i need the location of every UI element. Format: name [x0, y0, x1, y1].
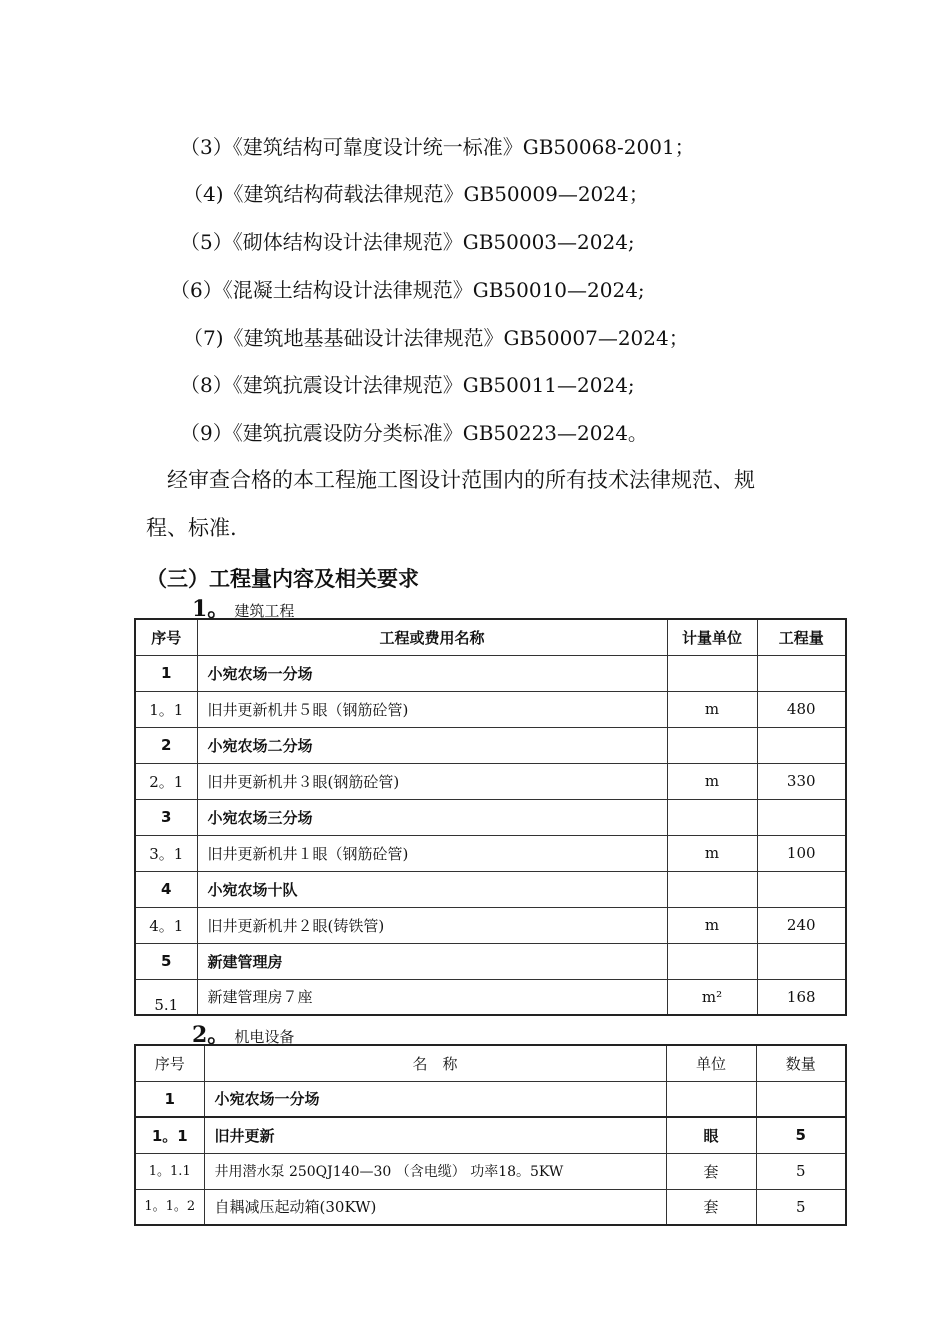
table2-label-number: 2。	[192, 1022, 230, 1048]
cell-no: 3。1	[135, 835, 197, 871]
section-title: （三）工程量内容及相关要求	[146, 567, 419, 591]
cell-no: 2	[135, 727, 197, 763]
cell-qty: 5	[756, 1153, 846, 1189]
cell-no: 1。1。2	[135, 1189, 204, 1225]
standard-item-8: （8）《建筑抗震设计法律规范》GB50011—2024;	[180, 373, 635, 397]
cell-name: 小宛农场二分场	[197, 727, 667, 763]
cell-unit: m	[667, 691, 757, 727]
cell-unit: 套	[666, 1153, 756, 1189]
cell-name: 旧井更新机井３眼(钢筋砼管)	[197, 763, 667, 799]
equipment-table	[134, 1044, 847, 1226]
table-header-row	[135, 1045, 846, 1081]
table1-label-text: 建筑工程	[234, 602, 295, 620]
cell-no: 1	[135, 655, 197, 691]
cell-no: 4。1	[135, 907, 197, 943]
table-row	[135, 655, 846, 691]
cell-unit: 眼	[666, 1117, 756, 1153]
cell-no: 1。1.1	[135, 1153, 204, 1189]
table-row	[135, 1117, 846, 1153]
table-row	[135, 799, 846, 835]
cell-no: 1。1	[135, 691, 197, 727]
cell-qty: 5	[756, 1117, 846, 1153]
header-name: 工程或费用名称	[197, 619, 667, 655]
cell-name: 小宛农场一分场	[204, 1081, 666, 1117]
cell-no: 3	[135, 799, 197, 835]
header-no: 序号	[135, 619, 197, 655]
standard-item-4: （4)《建筑结构荷载法律规范》GB50009—2024；	[183, 182, 649, 206]
cell-unit	[667, 655, 757, 691]
cell-unit	[666, 1081, 756, 1117]
cell-name: 旧井更新	[204, 1117, 666, 1153]
table-row	[135, 1189, 846, 1225]
header-qty: 数量	[756, 1045, 846, 1081]
table-row	[135, 1153, 846, 1189]
table-header-row	[135, 619, 846, 655]
cell-qty	[757, 943, 846, 979]
cell-no: 2。1	[135, 763, 197, 799]
header-qty: 工程量	[757, 619, 846, 655]
cell-name: 旧井更新机井２眼(铸铁管)	[197, 907, 667, 943]
cell-qty: 480	[757, 691, 846, 727]
cell-name: 小宛农场一分场	[197, 655, 667, 691]
cell-qty: 168	[757, 979, 846, 1015]
cell-qty: 330	[757, 763, 846, 799]
paragraph-line-1: 经审查合格的本工程施工图设计范围内的所有技术法律规范、规	[167, 468, 755, 492]
cell-unit: m	[667, 907, 757, 943]
cell-no: 1	[135, 1081, 204, 1117]
cell-no: 5.1	[135, 979, 197, 1015]
cell-name: 自耦减压起动箱(30KW)	[204, 1189, 666, 1225]
standard-item-7: （7)《建筑地基基础设计法律规范》GB50007—2024；	[183, 326, 689, 350]
standard-item-6: （6）《混凝土结构设计法律规范》GB50010—2024;	[170, 278, 645, 302]
standard-item-9: （9）《建筑抗震设防分类标准》GB50223—2024。	[180, 421, 648, 445]
standard-item-3: （3）《建筑结构可靠度设计统一标准》GB50068-2001；	[180, 135, 695, 159]
table-row	[135, 691, 846, 727]
cell-unit	[667, 871, 757, 907]
cell-qty	[757, 871, 846, 907]
header-no: 序号	[135, 1045, 204, 1081]
table-row	[135, 979, 846, 1015]
header-unit: 单位	[666, 1045, 756, 1081]
table-row	[135, 1081, 846, 1117]
cell-unit: m	[667, 763, 757, 799]
cell-qty: 100	[757, 835, 846, 871]
cell-qty: 5	[756, 1189, 846, 1225]
cell-unit	[667, 799, 757, 835]
cell-unit	[667, 943, 757, 979]
standard-item-5: （5）《砌体结构设计法律规范》GB50003—2024;	[180, 230, 635, 254]
cell-name: 小宛农场十队	[197, 871, 667, 907]
cell-unit: m²	[667, 979, 757, 1015]
cell-unit: m	[667, 835, 757, 871]
header-unit: 计量单位	[667, 619, 757, 655]
cell-no: 4	[135, 871, 197, 907]
cell-unit	[667, 727, 757, 763]
cell-qty	[756, 1081, 846, 1117]
cell-name: 新建管理房７座	[197, 979, 667, 1015]
cell-name: 新建管理房	[197, 943, 667, 979]
table2-label-text: 机电设备	[234, 1028, 295, 1046]
cell-unit: 套	[666, 1189, 756, 1225]
table-row	[135, 907, 846, 943]
table-row	[135, 727, 846, 763]
table1-label-number: 1。	[192, 596, 230, 622]
header-name: 名 称	[204, 1045, 666, 1081]
table-row	[135, 871, 846, 907]
table-row	[135, 943, 846, 979]
cell-qty	[757, 799, 846, 835]
cell-qty	[757, 655, 846, 691]
construction-table	[134, 618, 847, 1016]
table-row	[135, 835, 846, 871]
cell-qty: 240	[757, 907, 846, 943]
cell-name: 旧井更新机井５眼（钢筋砼管)	[197, 691, 667, 727]
cell-no: 5	[135, 943, 197, 979]
cell-no: 1。1	[135, 1117, 204, 1153]
table-row	[135, 763, 846, 799]
paragraph-line-2: 程、标准.	[146, 516, 237, 540]
cell-qty	[757, 727, 846, 763]
cell-name: 井用潜水泵 250QJ140—30 （含电缆） 功率18。5KW	[204, 1153, 666, 1189]
cell-name: 旧井更新机井１眼（钢筋砼管)	[197, 835, 667, 871]
cell-name: 小宛农场三分场	[197, 799, 667, 835]
